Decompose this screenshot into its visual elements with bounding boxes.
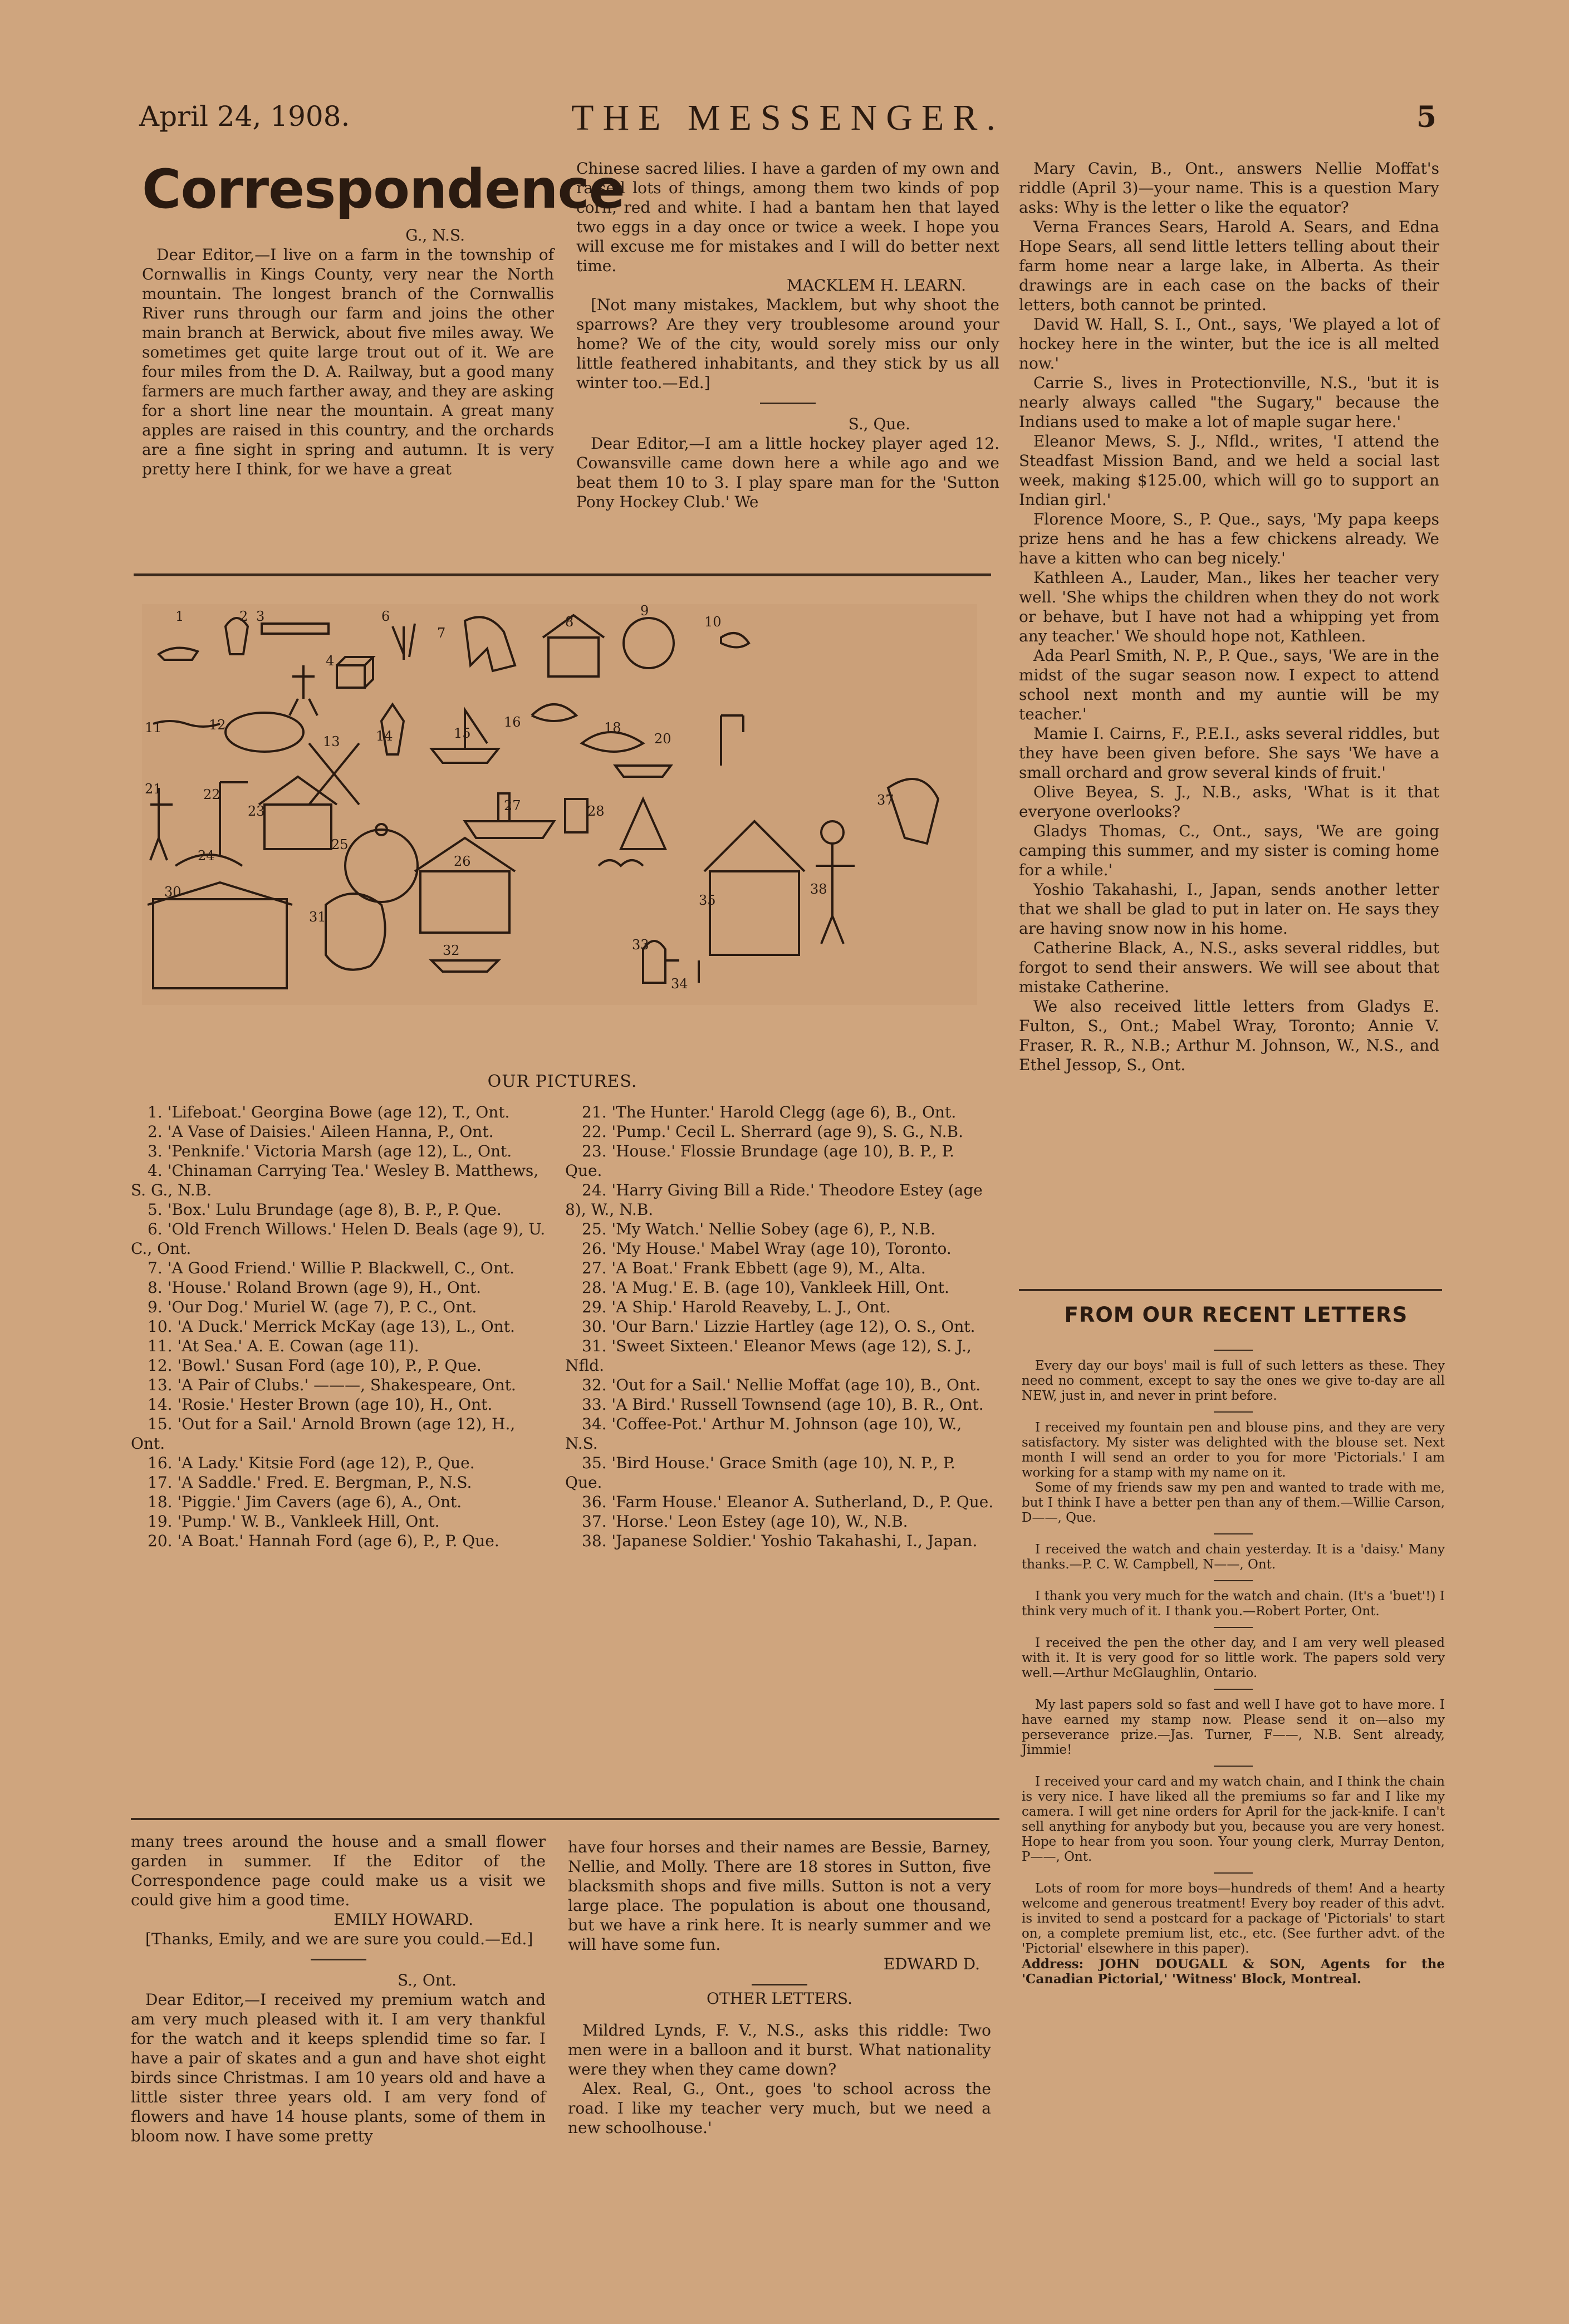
- svg-text:20: 20: [654, 731, 671, 747]
- letter-location: S., Ont.: [397, 1971, 457, 1989]
- drawing-house-2: [264, 805, 331, 849]
- svg-text:10: 10: [704, 614, 722, 630]
- drawing-sailboat-2: [432, 960, 498, 972]
- short-letter: Mamie I. Cairns, F., P.E.I., asks several riddles, but they have been given before. She says 'We have a small orchard and grow several kinds of fruit.': [1019, 724, 1439, 782]
- drawing-bowl: [225, 713, 303, 752]
- picture-entry: 11. 'At Sea.' A. E. Cowan (age 11).: [148, 1337, 419, 1355]
- svg-text:12: 12: [209, 717, 226, 733]
- letter-paragraph: many trees around the house and a small flower garden in summer. If the Editor of the Correspondence page could make us a visit we could give him a good time.: [131, 1832, 546, 1909]
- recent-letters-column: [1022, 1342, 1445, 1987]
- svg-text:14: 14: [376, 728, 393, 744]
- newspaper-title: THE MESSENGER.: [571, 97, 1004, 138]
- svg-text:13: 13: [323, 734, 340, 749]
- svg-text:34: 34: [671, 976, 688, 992]
- svg-text:1: 1: [175, 609, 184, 624]
- letter-paragraph: Chinese sacred lilies. I have a garden of my own and raised lots of things, among them two kinds of pop corn, red and white. I had a bantam hen that layed two eggs in a day once or twice a week. I hope you will excuse me for mistakes and I will do better next time.: [576, 159, 999, 275]
- pictures-heading: OUR PICTURES.: [487, 1072, 638, 1091]
- other-letters-heading: OTHER LETTERS.: [707, 1989, 852, 2008]
- picture-entry: 18. 'Piggie.' Jim Cavers (age 6), A., Ont.: [148, 1493, 462, 1511]
- divider: [311, 1959, 366, 1960]
- drawing-ship: [621, 799, 665, 849]
- drawing-horse: [465, 617, 515, 671]
- picture-entry: 26. 'My House.' Mabel Wray (age 10), Toronto.: [582, 1239, 952, 1258]
- picture-entry: 23. 'House.' Flossie Brundage (age 10), B. P., P. Que.: [565, 1142, 954, 1180]
- letter-paragraph: Dear Editor,—I received my premium watch and am very much pleased with it. I am very thankful for the watch and it keeps splendid time so far. I have a pair of skates and a gun and have shot eight birds since Christmas. I am 10 years old and have a little sister three years old. I am very fond of flowers and have 14 house plants, some of them in bloom now. I have some pretty: [131, 1990, 546, 2145]
- pictures-list-left: [131, 1102, 546, 1551]
- letter-paragraph: have four horses and their names are Bessie, Barney, Nellie, and Molly. There are 18 stores in Sutton, five blacksmith shops and five mills. Sutton is not a very large place. The population is about one thousand, but we have a rink here. It is nearly summer and we will have some fun.: [568, 1838, 991, 1954]
- picture-entry: 24. 'Harry Giving Bill a Ride.' Theodore Estey (age 8), W., N.B.: [565, 1181, 983, 1219]
- letter-signature: MACKLEM H. LEARN.: [787, 276, 966, 295]
- issue-date: April 24, 1908.: [139, 100, 350, 133]
- svg-text:22: 22: [203, 787, 220, 802]
- editor-note: [Not many mistakes, Macklem, but why shoot the sparrows? Are they very troublesome around your home? We of the city, would sorely miss our only little feathered inhabitants, and they stick by us all winter too.—Ed.]: [576, 296, 999, 392]
- short-letter: Kathleen A., Lauder, Man., likes her teacher very well. 'She whips the children when they do not work or behave, but I have not had a whipping yet from any teacher.' We should hope not, Kathleen.: [1019, 568, 1439, 645]
- svg-text:24: 24: [198, 848, 215, 864]
- bottom-column-2: [568, 1837, 991, 2137]
- picture-entry: 9. 'Our Dog.' Muriel W. (age 7), P. C., Ont.: [148, 1298, 477, 1316]
- drawing-willows: [393, 624, 415, 660]
- picture-entry: 5. 'Box.' Lulu Brundage (age 8), B. P., P. Que.: [148, 1200, 502, 1219]
- svg-text:6: 6: [381, 609, 390, 624]
- divider: [1214, 1627, 1253, 1628]
- recent-letter: I received the pen the other day, and I am very well pleased with it. It is very good for so little work. The papers sold very well.—Arthur McGlaughlin, Ontario.: [1022, 1636, 1445, 1680]
- letter-paragraph: Dear Editor,—I am a little hockey player aged 12. Cowansville came down here a while ago and we beat them 10 to 3. I play spare man for the 'Sutton Pony Hockey Club.' We: [576, 434, 999, 511]
- svg-text:4: 4: [326, 653, 335, 669]
- picture-entry: 12. 'Bowl.' Susan Ford (age 10), P., P. Que.: [148, 1356, 482, 1375]
- svg-text:3: 3: [256, 609, 265, 624]
- svg-text:38: 38: [810, 881, 827, 897]
- recent-letter: I received your card and my watch chain, and I think the chain is very nice. I have liked all the premiums so far and I like my camera. I will get nine orders for April for the jack-knife. I can't sell anything for anybody but you, because you are very honest. Hope to hear from you soon. Your young clerk, Murray Denton, P——, Ont.: [1022, 1774, 1445, 1864]
- picture-entry: 3. 'Penknife.' Victoria Marsh (age 12), L., Ont.: [148, 1142, 512, 1160]
- svg-text:33: 33: [632, 937, 649, 953]
- picture-entry: 27. 'A Boat.' Frank Ebbett (age 9), M., Alta.: [582, 1259, 926, 1277]
- picture-entry: 35. 'Bird House.' Grace Smith (age 10), N. P., P. Que.: [565, 1454, 955, 1492]
- picture-entry: 7. 'A Good Friend.' Willie P. Blackwell, C., Ont.: [148, 1259, 515, 1277]
- recent-letter: I received my fountain pen and blouse pins, and they are very satisfactory. My sister was delighted with the blouse set. Next month I will send an order to you for more 'Pictorials.' I am working for a stamp with my name on it.: [1022, 1420, 1445, 1480]
- svg-text:11: 11: [145, 720, 162, 736]
- short-letter: Mary Cavin, B., Ont., answers Nellie Moffat's riddle (April 3)—your name. This is a question Mary asks: Why is the letter o like the equator?: [1019, 159, 1439, 217]
- picture-entry: 6. 'Old French Willows.' Helen D. Beals (age 9), U. C., Ont.: [131, 1220, 546, 1258]
- picture-entry: 20. 'A Boat.' Hannah Ford (age 6), P., P. Que.: [148, 1532, 499, 1550]
- divider: [1214, 1350, 1253, 1351]
- picture-entry: 4. 'Chinaman Carrying Tea.' Wesley B. Matthews, S. G., N.B.: [131, 1161, 539, 1199]
- drawing-hunter: [150, 788, 173, 860]
- svg-text:37: 37: [877, 792, 894, 808]
- divider: [1214, 1411, 1253, 1413]
- short-letter: Olive Beyea, S. J., N.B., asks, 'What is it that everyone overlooks?: [1019, 783, 1439, 821]
- picture-entry: 2. 'A Vase of Daisies.' Aileen Hanna, P., Ont.: [148, 1122, 494, 1141]
- short-letter: Eleanor Mews, S. J., Nfld., writes, 'I attend the Steadfast Mission Band, and we held a social last week, making $125.00, which will go to support an Indian girl.': [1019, 432, 1439, 509]
- picture-entry: 29. 'A Ship.' Harold Reaveby, L. J., Ont.: [582, 1298, 891, 1316]
- svg-text:9: 9: [640, 604, 649, 619]
- drawing-clubs: [309, 743, 359, 805]
- short-letter: Yoshio Takahashi, I., Japan, sends another letter that we shall be glad to put in later on. He says they are having snow now in his home.: [1019, 880, 1439, 938]
- svg-text:8: 8: [565, 614, 574, 630]
- drawing-my-house: [420, 871, 509, 933]
- picture-entry: 33. 'A Bird.' Russell Townsend (age 10), B. R., Ont.: [582, 1395, 984, 1414]
- section-title: Correspondence: [142, 158, 625, 220]
- picture-entry: 14. 'Rosie.' Hester Brown (age 10), H., Ont.: [148, 1395, 493, 1414]
- short-letter: Ada Pearl Smith, N. P., P. Que., says, 'We are in the midst of the sugar season now. I expect to attend school next month and my auntie will be my teacher.': [1019, 646, 1439, 723]
- picture-entry: 21. 'The Hunter.' Harold Clegg (age 6), B., Ont.: [582, 1103, 957, 1121]
- picture-entry: 1. 'Lifeboat.' Georgina Bowe (age 12), T., Ont.: [148, 1103, 510, 1121]
- letter-paragraph: Dear Editor,—I live on a farm in the township of Cornwallis in Kings County, very near the North mountain. The longest branch of the Cornwallis River runs through our farm and joins the other main branch at Berwick, about five miles away. We sometimes get quite large trout out of it. We are four miles from the D. A. Railway, but a good many farmers are much farther away, and they are asking for a short line near the mountain. A great many apples are raised in this country, and the orchards are a fine sight in spring and autumn. It is very pretty here I think, for we have a great: [142, 246, 554, 478]
- recent-letter: I received the watch and chain yesterday. It is a 'daisy.' Many thanks.—P. C. W. Campbell, N——, Ont.: [1022, 1542, 1445, 1572]
- drawing-dog: [624, 618, 674, 668]
- drawing-barn: [153, 899, 287, 988]
- picture-entry: 10. 'A Duck.' Merrick McKay (age 13), L., Ont.: [148, 1317, 515, 1336]
- letter-signature: EMILY HOWARD.: [334, 1910, 473, 1929]
- picture-entry: 19. 'Pump.' W. B., Vankleek Hill, Ont.: [148, 1512, 440, 1531]
- pictures-list-right: [565, 1102, 994, 1551]
- recent-letter: My last papers sold so fast and well I have got to have more. I have earned my stamp now. Please send it on—also my perseverance prize.—Jas. Turner, F——, N.B. Sent already, Jimmie!: [1022, 1698, 1445, 1757]
- divider: [752, 1984, 807, 1985]
- picture-entry: 22. 'Pump.' Cecil L. Sherrard (age 9), S. G., N.B.: [582, 1122, 964, 1141]
- svg-text:26: 26: [454, 854, 471, 869]
- bottom-column-1: [131, 1832, 546, 2146]
- svg-text:35: 35: [699, 893, 716, 908]
- short-letter: Verna Frances Sears, Harold A. Sears, and Edna Hope Sears, all send little letters telling about their farm home near a large lake, in Alberta. As their drawings are in each case on the backs of their letters, both cannot be printed.: [1019, 218, 1439, 314]
- drawing-house: [548, 638, 599, 676]
- drawing-bird: [599, 860, 643, 866]
- svg-text:2: 2: [239, 609, 248, 624]
- correspondence-column-3: [1019, 159, 1439, 1075]
- divider: [1214, 1766, 1253, 1767]
- picture-entry: 38. 'Japanese Soldier.' Yoshio Takahashi, I., Japan.: [582, 1532, 978, 1550]
- advertisement-text: Lots of room for more boys—hundreds of them! And a hearty welcome and generous treatment! Every boy reader of this advt. is invited to send a postcard for a package of 'Pictorials' to start on, a complete premium list, etc., etc. (See further advt. of the 'Pictorial' elsewhere in this paper).: [1022, 1881, 1445, 1956]
- svg-text:25: 25: [331, 837, 349, 852]
- short-letter: Catherine Black, A., N.S., asks several riddles, but forgot to send their answers. We will see about that mistake Catherine.: [1019, 939, 1439, 996]
- horizontal-rule: [134, 573, 991, 576]
- drawing-penknife: [262, 624, 328, 634]
- drawing-duck: [721, 633, 749, 648]
- svg-text:30: 30: [164, 884, 182, 900]
- picture-entry: 15. 'Out for a Sail.' Arnold Brown (age 12), H., Ont.: [131, 1415, 516, 1453]
- letter-signature: EDWARD D.: [883, 1955, 980, 1973]
- drawing-farm-house: [704, 821, 805, 955]
- short-letter: David W. Hall, S. I., Ont., says, 'We played a lot of hockey here in the winter, but the ice is all melted now.': [1019, 315, 1439, 372]
- recent-letters-heading: FROM OUR RECENT LETTERS: [1064, 1303, 1408, 1327]
- short-letter: Mildred Lynds, F. V., N.S., asks this riddle: Two men were in a balloon and it burst. What nationality were they when they came down?: [568, 2021, 991, 2078]
- svg-text:7: 7: [437, 625, 446, 641]
- childrens-drawings-illustration: [142, 604, 977, 1005]
- picture-entry: 17. 'A Saddle.' Fred. E. Bergman, P., N.S.: [148, 1473, 472, 1492]
- recent-letter: Some of my friends saw my pen and wanted to trade with me, but I think I have a better pen than any of them.—Willie Carson, D——, Que.: [1022, 1480, 1445, 1525]
- drawing-saddle: [532, 704, 576, 721]
- picture-entry: 16. 'A Lady.' Kitsie Ford (age 12), P., Que.: [148, 1454, 475, 1472]
- picture-entry: 32. 'Out for a Sail.' Nellie Moffat (age 10), B., Ont.: [582, 1376, 981, 1394]
- svg-text:16: 16: [504, 714, 521, 730]
- correspondence-column-1: [142, 158, 625, 479]
- horizontal-rule: [1019, 1289, 1442, 1291]
- drawing-boat: [615, 766, 671, 777]
- correspondence-column-2: [576, 159, 999, 512]
- picture-entry: 8. 'House.' Roland Brown (age 9), H., Ont.: [148, 1278, 482, 1297]
- short-letter: Carrie S., lives in Protectionville, N.S., 'but it is nearly always called "the Sugary," because the Indians used to make a lot of maple sugar here.': [1019, 374, 1439, 431]
- svg-text:15: 15: [454, 725, 471, 741]
- svg-text:28: 28: [587, 803, 605, 819]
- short-letter: Gladys Thomas, C., Ont., says, 'We are going camping this summer, and my sister is coming home for a while.': [1019, 822, 1439, 879]
- recent-letter: I thank you very much for the watch and chain. (It's a 'buet'!) I think very much of it. I thank you.—Robert Porter, Ont.: [1022, 1589, 1445, 1619]
- drawing-lifeboat: [159, 648, 198, 660]
- picture-entry: 34. 'Coffee-Pot.' Arthur M. Johnson (age 10), W., N.S.: [565, 1415, 962, 1453]
- drawing-figure: [290, 665, 317, 715]
- short-letter: We also received little letters from Gladys E. Fulton, S., Ont.; Mabel Wray, Toronto; Annie V. Fraser, R. R., N.B.; Arthur M. Johnson, W., N.S., and Ethel Jessop, S., Ont.: [1019, 997, 1439, 1074]
- picture-entry: 36. 'Farm House.' Eleanor A. Sutherland, D., P. Que.: [582, 1493, 994, 1511]
- drawing-pump: [721, 715, 743, 766]
- svg-text:18: 18: [604, 720, 621, 736]
- picture-entry: 28. 'A Mug.' E. B. (age 10), Vankleek Hill, Ont.: [582, 1278, 949, 1297]
- page-header: [139, 97, 1436, 139]
- drawing-box: [337, 657, 373, 688]
- divider: [1214, 1580, 1253, 1581]
- divider: [1214, 1872, 1253, 1874]
- svg-text:21: 21: [145, 781, 162, 797]
- letter-location: S., Que.: [848, 415, 910, 433]
- picture-entry: 37. 'Horse.' Leon Estey (age 10), W., N.B.: [582, 1512, 908, 1531]
- drawing-horse-head: [888, 779, 938, 844]
- svg-text:27: 27: [504, 798, 521, 813]
- divider: [760, 403, 816, 404]
- picture-entry: 30. 'Our Barn.' Lizzie Hartley (age 12), O. S., Ont.: [582, 1317, 975, 1336]
- drawing-watch: [345, 830, 418, 902]
- page-number: 5: [1416, 100, 1436, 134]
- divider: [1214, 1533, 1253, 1534]
- svg-text:32: 32: [443, 943, 460, 958]
- svg-text:31: 31: [309, 909, 326, 925]
- editor-note: [Thanks, Emily, and we are sure you could.—Ed.]: [145, 1930, 533, 1948]
- drawing-mug: [565, 799, 587, 832]
- picture-entry: 25. 'My Watch.' Nellie Sobey (age 6), P., N.B.: [582, 1220, 936, 1238]
- svg-text:23: 23: [248, 803, 265, 819]
- recent-intro: Every day our boys' mail is full of such letters as these. They need no comment, except to say the ones we give to-day are all NEW, just in, and never in print before.: [1022, 1359, 1445, 1403]
- picture-entry: 31. 'Sweet Sixteen.' Eleanor Mews (age 12), S. J., Nfld.: [565, 1337, 972, 1375]
- divider: [1214, 1689, 1253, 1690]
- short-letter: Florence Moore, S., P. Que., says, 'My papa keeps prize hens and he has a few chickens already. We have a kitten who can beg nicely.': [1019, 510, 1439, 567]
- picture-entry: 13. 'A Pair of Clubs.' ———, Shakespeare, Ont.: [148, 1376, 516, 1394]
- short-letter: Alex. Real, G., Ont., goes 'to school across the road. I like my teacher very much, but we need a new schoolhouse.': [568, 2080, 991, 2137]
- letter-location: G., N.S.: [405, 226, 465, 244]
- drawing-pump-2: [220, 782, 248, 855]
- advertisement-address: Address: JOHN DOUGALL & SON, Agents for the 'Canadian Pictorial,' 'Witness' Block, Montreal.: [1022, 1957, 1445, 1987]
- horizontal-rule: [131, 1818, 999, 1820]
- drawing-sweet-sixteen: [326, 894, 385, 970]
